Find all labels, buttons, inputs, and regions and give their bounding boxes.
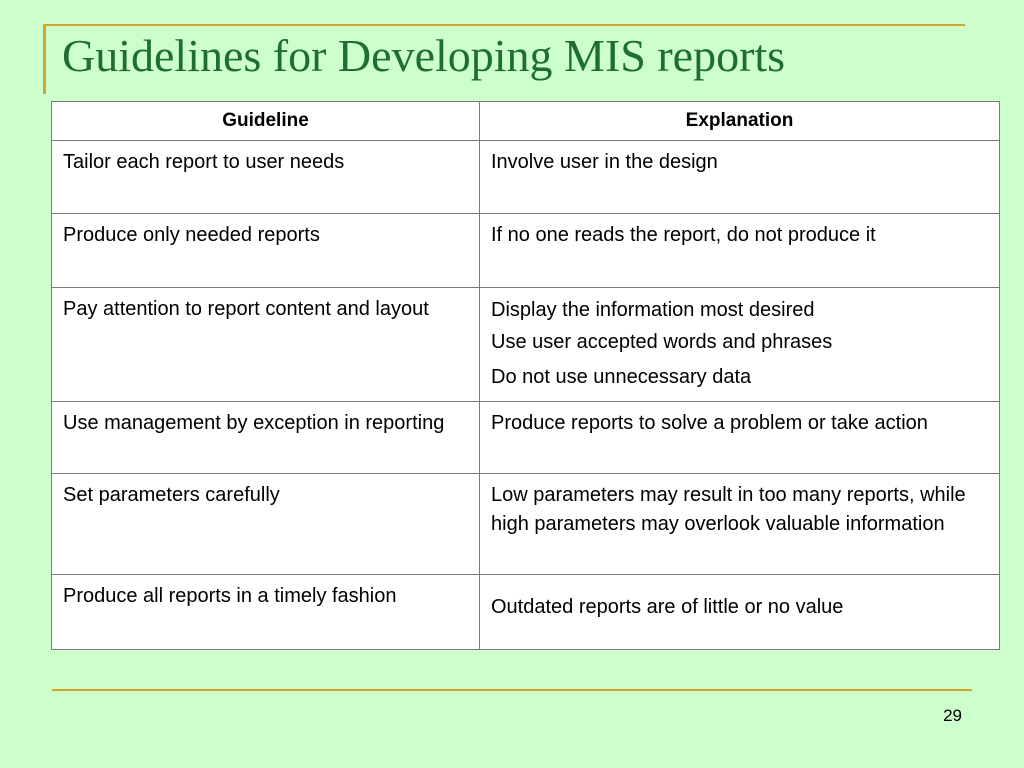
table-row	[52, 288, 1000, 402]
table-row	[52, 474, 1000, 575]
guideline-cell: Use management by exception in reporting	[52, 402, 480, 474]
explanation-line: Use user accepted words and phrases	[491, 331, 833, 353]
column-header-explanation: Explanation	[480, 102, 1000, 141]
guideline-cell: Set parameters carefully	[52, 474, 480, 575]
explanation-line: Display the information most desired	[491, 299, 815, 321]
guideline-cell: Produce only needed reports	[52, 214, 480, 288]
guideline-cell: Produce all reports in a timely fashion	[52, 575, 480, 650]
explanation-cell: Involve user in the design	[480, 141, 1000, 214]
table-row	[52, 141, 1000, 214]
guideline-cell: Tailor each report to user needs	[52, 141, 480, 214]
guideline-cell: Pay attention to report content and layout	[52, 288, 480, 402]
explanation-cell: Low parameters may result in too many reports, while high parameters may overlook valuable information	[480, 474, 1000, 575]
explanation-cell: If no one reads the report, do not produce it	[480, 214, 1000, 288]
table-header-row	[52, 102, 1000, 141]
table-row	[52, 402, 1000, 474]
page-number: 29	[943, 706, 962, 725]
bottom-divider-line	[52, 689, 972, 691]
explanation-cell: Outdated reports are of little or no value	[480, 575, 1000, 650]
column-header-guideline: Guideline	[52, 102, 480, 141]
left-accent-line	[43, 24, 46, 94]
table-row	[52, 214, 1000, 288]
top-divider-line	[45, 24, 965, 26]
guidelines-table	[51, 101, 1000, 650]
slide-title: Guidelines for Developing MIS reports	[62, 30, 786, 81]
explanation-cell	[480, 288, 1000, 402]
explanation-line: Do not use unnecessary data	[491, 366, 752, 388]
explanation-cell: Produce reports to solve a problem or take action	[480, 402, 1000, 474]
table-row	[52, 575, 1000, 650]
